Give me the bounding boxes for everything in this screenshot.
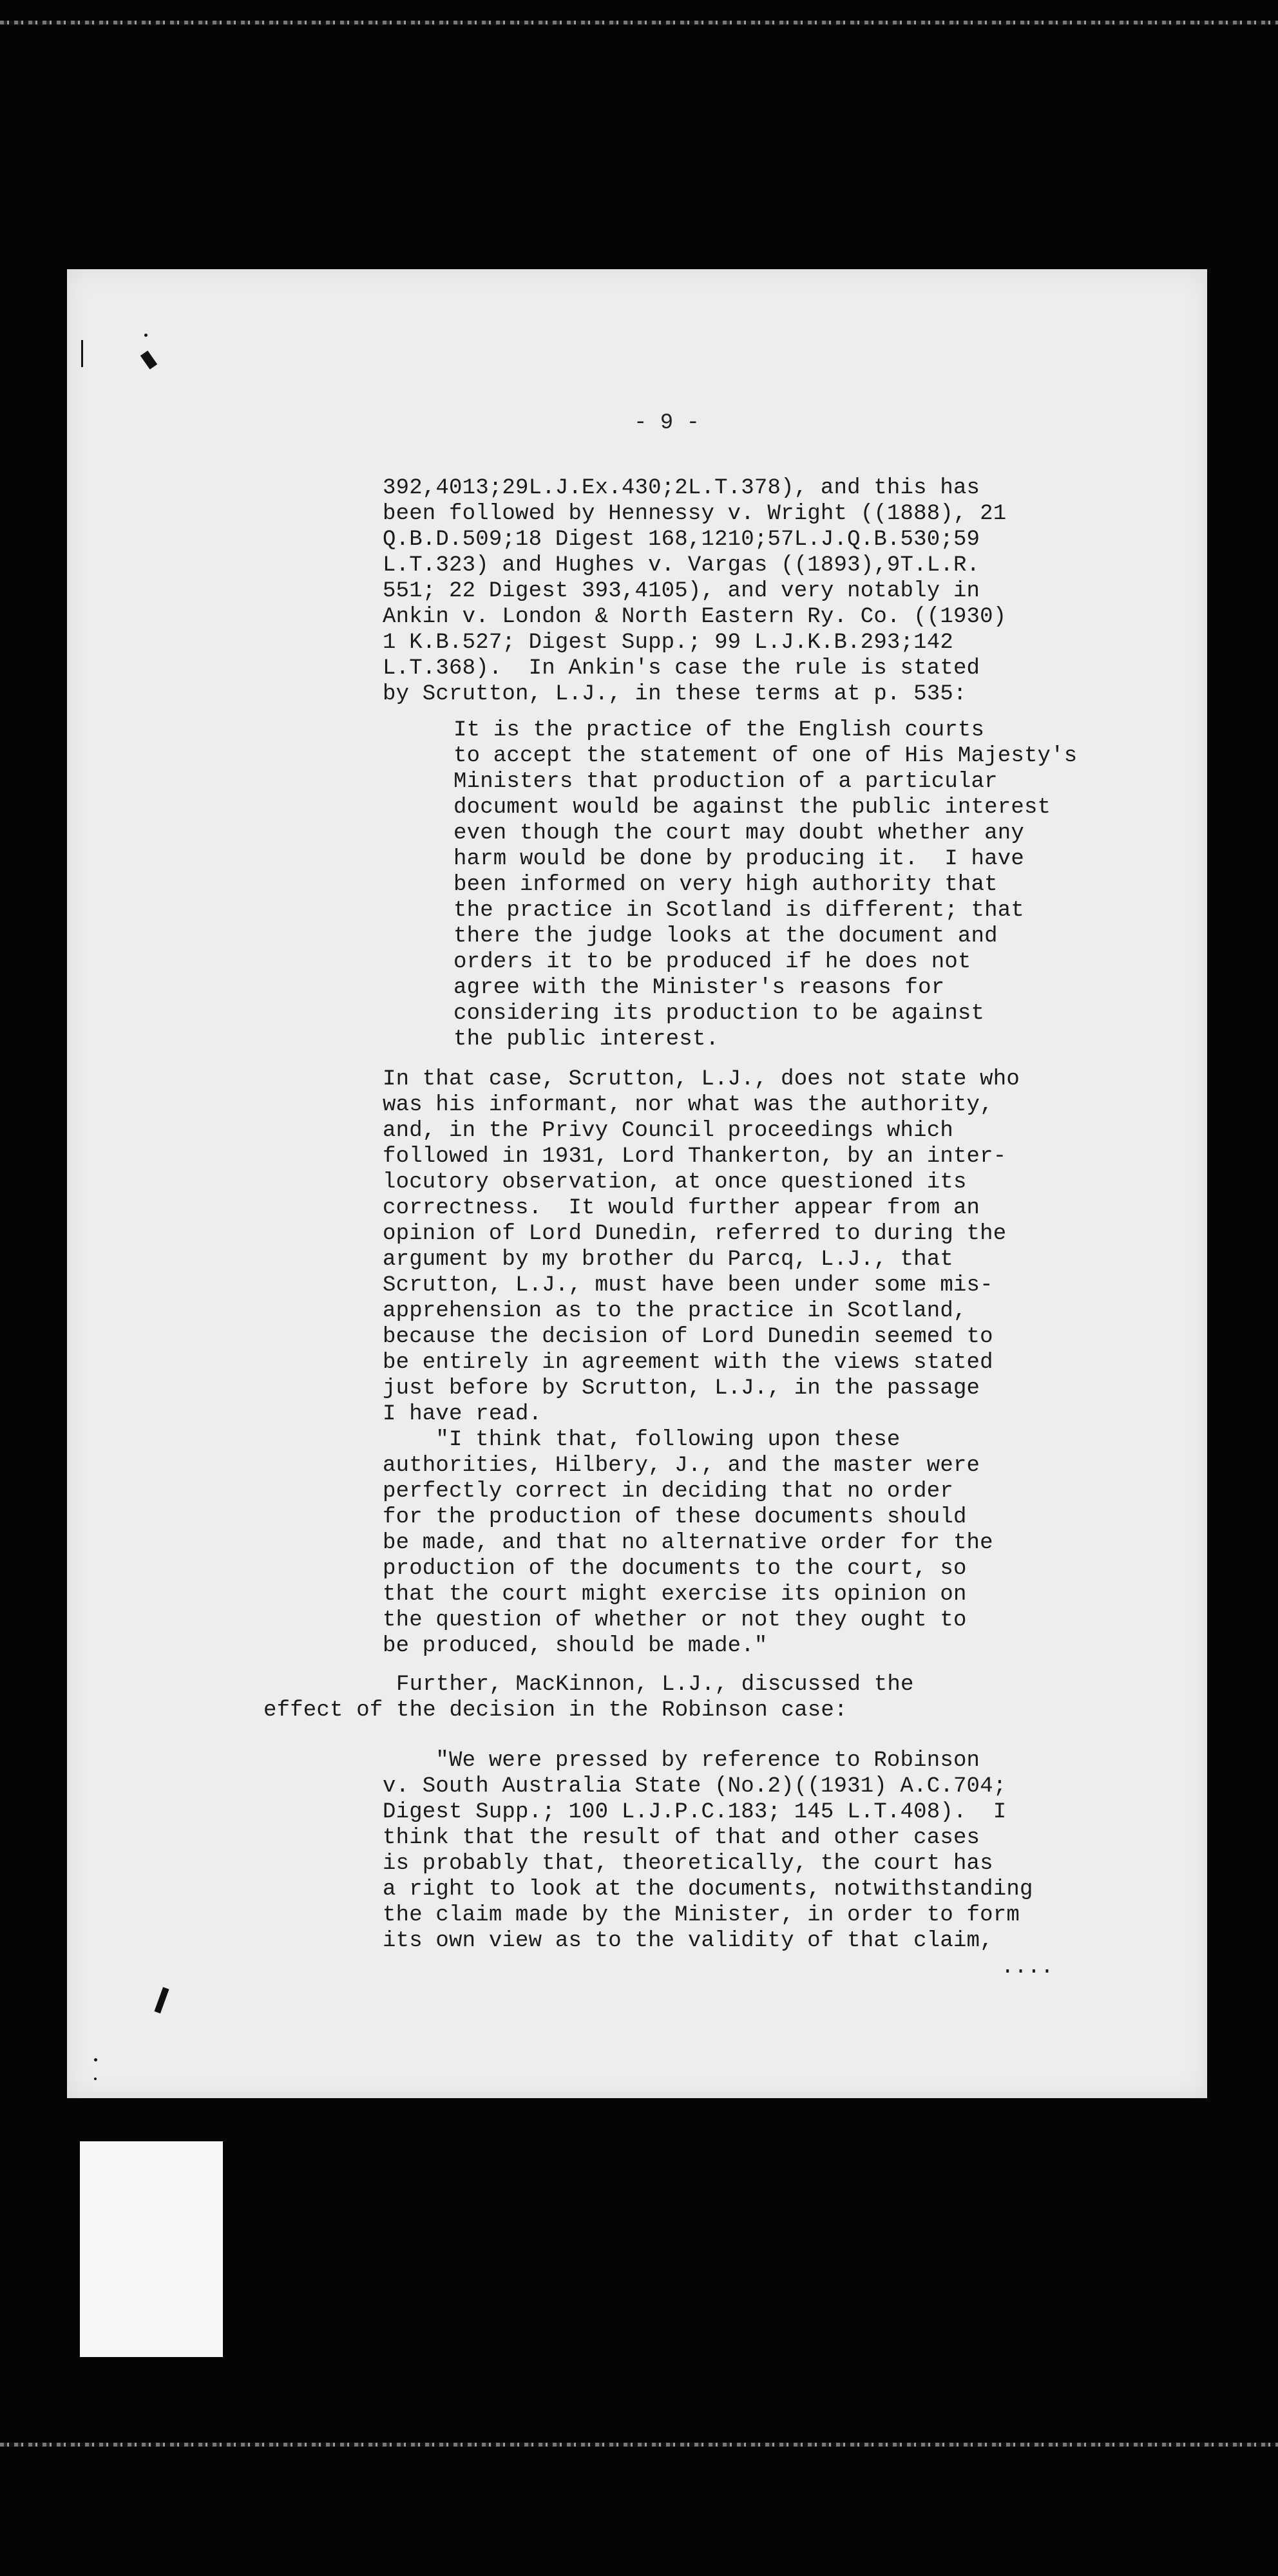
blank-paper-slip [80,2141,223,2357]
film-edge-bottom [0,2443,1278,2447]
body-paragraph: In that case, Scrutton, L.J., does not state who was his informant, nor what was the authority, and, in the Privy Council proceedings which followed in 1931, Lord Thankerton, by an inter- locutory observation, at once questioned its correctness. It would further appear from an opinion of Lord Dunedin, referred to during the argument by my brother du Parcq, L.J., that Scrutton, L.J., must have been under some mis- apprehension as to the practice in Scotland, because the decision of Lord Dunedin seemed to be entirely in agreement with the views stated just before by Scrutton, L.J., in the passage I have read. [383,1067,1020,1426]
block-quote: "I think that, following upon these authorities, Hilbery, J., and the master were perfectly correct in deciding that no order for the production of these documents should be made, and that no alternative order for the production of the documents to the court, so that the court might exercise its opinion on the question of whether or not they ought to be produced, should be made." [383,1428,993,1658]
ink-speck [140,350,157,369]
document-page [67,269,1207,2098]
ink-speck [81,340,83,367]
ink-speck [154,1987,169,2013]
film-edge-top [0,21,1278,24]
block-quote: "We were pressed by reference to Robinson v. South Australia State (No.2)((1931) A.C.704; Digest Supp.; 100 L.J.P.C.183; 145 L.T.408). I think that the result of that and other cases is probably that, theoretically, the court has a right to look at the documents, notwithstanding the claim made by the Minister, in order to form its own view as to the validity of that claim, [383,1748,1033,1953]
continuation-mark: .... [1001,1955,1054,1980]
ink-speck [94,2078,97,2080]
block-quote: It is the practice of the English courts to accept the statement of one of His Majesty's Ministers that production of a particular document would be against the public interest even though the court may doubt whether any harm would be done by producing it. I have been informed on very high authority that the practice in Scotland is different; that there the judge looks at the document and orders it to be produced if he does not agree with the Minister's reasons for considering its production to be against the public interest. [453,718,1078,1052]
page-number: - 9 - [634,411,700,435]
body-paragraph: 392,4013;29L.J.Ex.430;2L.T.378), and this has been followed by Hennessy v. Wright ((1888), 21 Q.B.D.509;18 Digest 168,1210;57L.J.Q.B.530;59 L.T.323) and Hughes v. Vargas ((1893),9T.L.R. 551; 22 Digest 393,4105), and very notably in Ankin v. London & North Eastern Ry. Co. ((1930) 1 K.B.527; Digest Supp.; 99 L.J.K.B.293;142 L.T.368). In Ankin's case the rule is stated by Scrutton, L.J., in these terms at p. 535: [383,476,1007,706]
ink-speck [94,2058,97,2061]
ink-speck [144,334,148,337]
body-paragraph: Further, MacKinnon, L.J., discussed the effect of the decision in the Robinson case: [263,1672,914,1723]
